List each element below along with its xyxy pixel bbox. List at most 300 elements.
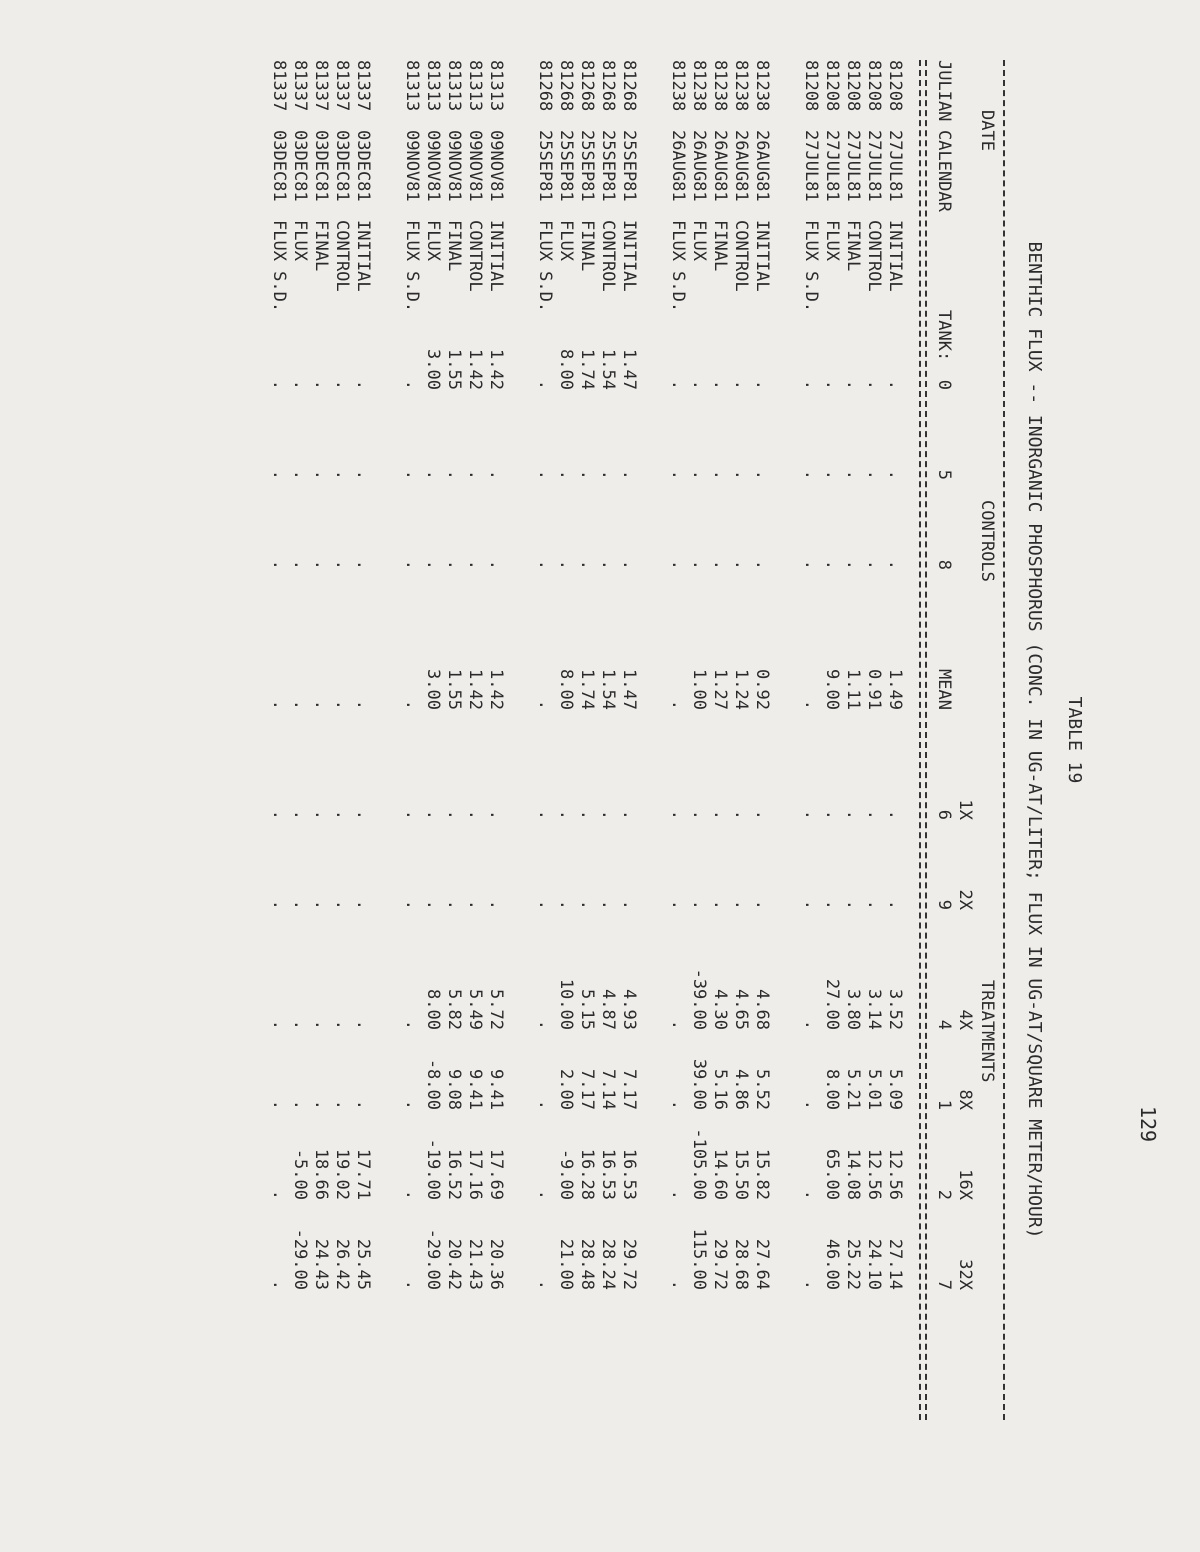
value-cell-t8: .: [577, 559, 597, 570]
julian-date-cell: 81238: [668, 60, 688, 112]
value-cell-x32: 27.64: [752, 1238, 772, 1290]
value-cell-x32: 25.45: [353, 1238, 373, 1290]
calendar-date-cell: 09NOV81: [444, 130, 464, 202]
value-cell-t8: .: [402, 559, 422, 570]
value-cell-t5: .: [864, 469, 884, 480]
value-cell-x32: 115.00: [689, 1228, 709, 1290]
value-cell-x16: 17.69: [486, 1148, 506, 1200]
value-cell-x16: 14.60: [710, 1148, 730, 1200]
julian-date-cell: 81268: [535, 60, 555, 112]
value-cell-t8: .: [689, 559, 709, 570]
value-cell-x8: .: [332, 1099, 352, 1110]
value-cell-x32: 20.36: [486, 1238, 506, 1290]
julian-date-cell: 81337: [269, 60, 289, 112]
value-cell-t5: .: [353, 469, 373, 480]
value-cell-x1: .: [843, 809, 863, 820]
measurement-type-cell: INITIAL: [353, 220, 373, 292]
value-cell-t0: .: [689, 379, 709, 390]
value-cell-x1: .: [752, 809, 772, 820]
value-cell-mean: 1.24: [731, 669, 751, 710]
value-cell-x16: .: [801, 1189, 821, 1200]
value-cell-t8: .: [465, 559, 485, 570]
value-cell-x8: .: [668, 1099, 688, 1110]
value-cell-x16: -5.00: [290, 1148, 310, 1200]
value-cell-x16: -105.00: [689, 1128, 709, 1200]
value-cell-t0: .: [710, 379, 730, 390]
value-cell-t5: .: [290, 469, 310, 480]
value-cell-mean: .: [535, 699, 555, 710]
value-cell-x2: .: [423, 899, 443, 910]
value-cell-t0: .: [402, 379, 422, 390]
page-number: 129: [1136, 1105, 1161, 1143]
measurement-type-cell: FINAL: [710, 220, 730, 272]
value-cell-x8: 7.14: [598, 1069, 618, 1110]
value-cell-mean: .: [290, 699, 310, 710]
treatment-tank-header: 1: [934, 1099, 954, 1110]
calendar-date-cell: 03DEC81: [353, 130, 373, 202]
rotated-table-page: [5, 40, 1085, 1540]
value-cell-t5: .: [668, 469, 688, 480]
value-cell-x1: .: [556, 809, 576, 820]
julian-date-cell: 81268: [556, 60, 576, 112]
value-cell-x1: .: [353, 809, 373, 820]
value-cell-mean: .: [332, 699, 352, 710]
value-cell-t0: .: [885, 379, 905, 390]
value-cell-x2: .: [444, 899, 464, 910]
value-cell-x2: .: [535, 899, 555, 910]
value-cell-x4: .: [311, 1019, 331, 1030]
value-cell-x32: 20.42: [444, 1238, 464, 1290]
value-cell-mean: 1.42: [486, 669, 506, 710]
julian-date-cell: 81238: [689, 60, 709, 112]
value-cell-x2: .: [843, 899, 863, 910]
value-cell-x16: 18.66: [311, 1148, 331, 1200]
measurement-type-cell: FINAL: [311, 220, 331, 272]
value-cell-x1: .: [598, 809, 618, 820]
value-cell-t0: .: [843, 379, 863, 390]
value-cell-t5: .: [885, 469, 905, 480]
value-cell-x32: 28.48: [577, 1238, 597, 1290]
tank-label: TANK:: [934, 310, 954, 362]
julian-date-cell: 81313: [465, 60, 485, 112]
value-cell-t0: .: [822, 379, 842, 390]
value-cell-x2: .: [486, 899, 506, 910]
value-cell-x32: .: [269, 1279, 289, 1290]
measurement-type-cell: INITIAL: [486, 220, 506, 292]
value-cell-x16: 16.53: [619, 1148, 639, 1200]
value-cell-x32: 24.43: [311, 1238, 331, 1290]
value-cell-mean: .: [269, 699, 289, 710]
julian-date-cell: 81208: [864, 60, 884, 112]
value-cell-x2: .: [668, 899, 688, 910]
treatment-tank-header: 9: [934, 899, 954, 910]
julian-date-cell: 81268: [619, 60, 639, 112]
value-cell-t8: .: [311, 559, 331, 570]
julian-date-cell: 81268: [598, 60, 618, 112]
measurement-type-cell: INITIAL: [885, 220, 905, 292]
julian-date-cell: 81208: [885, 60, 905, 112]
value-cell-x8: 4.86: [731, 1069, 751, 1110]
value-cell-x1: .: [423, 809, 443, 820]
value-cell-x8: .: [535, 1099, 555, 1110]
value-cell-mean: 1.49: [885, 669, 905, 710]
value-cell-x8: .: [311, 1099, 331, 1110]
julian-date-cell: 81238: [710, 60, 730, 112]
treatments-group-label: TREATMENTS: [977, 980, 997, 1083]
calendar-date-cell: 25SEP81: [556, 130, 576, 202]
value-cell-t8: .: [619, 559, 639, 570]
calendar-date-cell: 27JUL81: [885, 130, 905, 202]
value-cell-t5: .: [311, 469, 331, 480]
measurement-type-cell: FINAL: [577, 220, 597, 272]
value-cell-x4: .: [535, 1019, 555, 1030]
value-cell-x4: .: [290, 1019, 310, 1030]
treatment-level-header: 4X: [955, 1009, 975, 1030]
value-cell-mean: 1.74: [577, 669, 597, 710]
measurement-type-cell: FLUX S.D.: [402, 220, 422, 313]
value-cell-x32: 26.42: [332, 1238, 352, 1290]
value-cell-x1: .: [731, 809, 751, 820]
value-cell-x32: 29.72: [619, 1238, 639, 1290]
value-cell-x1: .: [402, 809, 422, 820]
value-cell-x2: .: [731, 899, 751, 910]
value-cell-x4: .: [353, 1019, 373, 1030]
julian-date-cell: 81238: [731, 60, 751, 112]
value-cell-x32: .: [535, 1279, 555, 1290]
value-cell-x8: 5.09: [885, 1069, 905, 1110]
value-cell-x1: .: [290, 809, 310, 820]
value-cell-x8: 9.41: [486, 1069, 506, 1110]
value-cell-x4: 3.80: [843, 989, 863, 1030]
value-cell-x8: 7.17: [577, 1069, 597, 1110]
mean-header: MEAN: [934, 669, 954, 710]
value-cell-x4: .: [402, 1019, 422, 1030]
value-cell-x1: .: [535, 809, 555, 820]
value-cell-t5: .: [598, 469, 618, 480]
measurement-type-cell: CONTROL: [731, 220, 751, 292]
measurement-type-cell: FINAL: [444, 220, 464, 272]
value-cell-t0: .: [535, 379, 555, 390]
value-cell-mean: 1.11: [843, 669, 863, 710]
value-cell-x1: .: [689, 809, 709, 820]
value-cell-mean: .: [402, 699, 422, 710]
calendar-header: CALENDAR: [934, 130, 954, 212]
value-cell-x2: .: [885, 899, 905, 910]
julian-date-cell: 81268: [577, 60, 597, 112]
value-cell-x16: .: [269, 1189, 289, 1200]
value-cell-x8: 5.01: [864, 1069, 884, 1110]
value-cell-t5: .: [731, 469, 751, 480]
value-cell-t8: .: [843, 559, 863, 570]
value-cell-t8: .: [332, 559, 352, 570]
value-cell-t8: .: [290, 559, 310, 570]
value-cell-t8: .: [801, 559, 821, 570]
measurement-type-cell: FLUX S.D.: [269, 220, 289, 313]
value-cell-x16: -9.00: [556, 1148, 576, 1200]
value-cell-t8: .: [486, 559, 506, 570]
measurement-type-cell: INITIAL: [752, 220, 772, 292]
value-cell-x1: .: [822, 809, 842, 820]
value-cell-t8: .: [752, 559, 772, 570]
value-cell-mean: .: [668, 699, 688, 710]
value-cell-x32: 25.22: [843, 1238, 863, 1290]
measurement-type-cell: FLUX: [689, 220, 709, 261]
value-cell-mean: 8.00: [556, 669, 576, 710]
value-cell-x4: 5.49: [465, 989, 485, 1030]
treatment-level-header: 2X: [955, 889, 975, 910]
julian-date-cell: 81337: [311, 60, 331, 112]
value-cell-t5: .: [423, 469, 443, 480]
value-cell-t5: .: [801, 469, 821, 480]
value-cell-x2: .: [619, 899, 639, 910]
value-cell-x8: 8.00: [822, 1069, 842, 1110]
value-cell-x16: 12.56: [864, 1148, 884, 1200]
measurement-type-cell: FLUX: [556, 220, 576, 261]
treatment-tank-header: 2: [934, 1189, 954, 1200]
treatment-tank-header: 4: [934, 1019, 954, 1030]
value-cell-t5: .: [577, 469, 597, 480]
value-cell-x2: .: [353, 899, 373, 910]
value-cell-x8: -8.00: [423, 1058, 443, 1110]
measurement-type-cell: FLUX S.D.: [668, 220, 688, 313]
value-cell-mean: .: [353, 699, 373, 710]
value-cell-x1: .: [444, 809, 464, 820]
treatment-level-header: 8X: [955, 1089, 975, 1110]
value-cell-t8: .: [556, 559, 576, 570]
calendar-date-cell: 09NOV81: [423, 130, 443, 202]
value-cell-x4: .: [668, 1019, 688, 1030]
value-cell-t0: 1.42: [486, 349, 506, 390]
value-cell-x4: 4.68: [752, 989, 772, 1030]
value-cell-x1: .: [619, 809, 639, 820]
value-cell-x4: 8.00: [423, 989, 443, 1030]
value-cell-x2: .: [689, 899, 709, 910]
julian-date-cell: 81337: [332, 60, 352, 112]
value-cell-x1: .: [269, 809, 289, 820]
value-cell-t5: .: [465, 469, 485, 480]
calendar-date-cell: 26AUG81: [689, 130, 709, 202]
value-cell-x16: 65.00: [822, 1148, 842, 1200]
value-cell-t5: .: [535, 469, 555, 480]
treatment-tank-header: 6: [934, 809, 954, 820]
value-cell-mean: 1.00: [689, 669, 709, 710]
value-cell-x8: .: [402, 1099, 422, 1110]
julian-date-cell: 81208: [822, 60, 842, 112]
calendar-date-cell: 25SEP81: [619, 130, 639, 202]
value-cell-t8: .: [864, 559, 884, 570]
treatment-level-header: 1X: [955, 799, 975, 820]
value-cell-mean: 1.42: [465, 669, 485, 710]
header-top-rule: [1003, 60, 1005, 1420]
value-cell-x1: .: [885, 809, 905, 820]
value-cell-t0: .: [290, 379, 310, 390]
value-cell-x32: -29.00: [423, 1228, 443, 1290]
value-cell-t0: 1.54: [598, 349, 618, 390]
measurement-type-cell: CONTROL: [465, 220, 485, 292]
value-cell-mean: 3.00: [423, 669, 443, 710]
value-cell-x32: 21.00: [556, 1238, 576, 1290]
value-cell-t8: .: [598, 559, 618, 570]
value-cell-t0: .: [801, 379, 821, 390]
value-cell-t5: .: [332, 469, 352, 480]
controls-group-label: CONTROLS: [977, 500, 997, 582]
value-cell-t0: .: [668, 379, 688, 390]
treatment-level-header: 16X: [955, 1169, 975, 1200]
value-cell-t5: .: [843, 469, 863, 480]
value-cell-x2: .: [290, 899, 310, 910]
value-cell-x1: .: [486, 809, 506, 820]
calendar-date-cell: 26AUG81: [752, 130, 772, 202]
value-cell-t0: .: [332, 379, 352, 390]
calendar-date-cell: 27JUL81: [822, 130, 842, 202]
value-cell-x32: 24.10: [864, 1238, 884, 1290]
value-cell-x16: .: [402, 1189, 422, 1200]
value-cell-t5: .: [402, 469, 422, 480]
value-cell-t0: 1.42: [465, 349, 485, 390]
value-cell-x4: 4.87: [598, 989, 618, 1030]
value-cell-x32: 46.00: [822, 1238, 842, 1290]
calendar-date-cell: 03DEC81: [332, 130, 352, 202]
value-cell-t8: .: [269, 559, 289, 570]
measurement-type-cell: FLUX S.D.: [535, 220, 555, 313]
calendar-date-cell: 27JUL81: [864, 130, 884, 202]
julian-date-cell: 81337: [290, 60, 310, 112]
value-cell-x16: .: [668, 1189, 688, 1200]
calendar-date-cell: 03DEC81: [311, 130, 331, 202]
value-cell-mean: 0.92: [752, 669, 772, 710]
value-cell-x8: .: [801, 1099, 821, 1110]
julian-date-cell: 81208: [843, 60, 863, 112]
value-cell-x32: 27.14: [885, 1238, 905, 1290]
value-cell-x8: 9.08: [444, 1069, 464, 1110]
value-cell-mean: .: [801, 699, 821, 710]
value-cell-x4: 5.82: [444, 989, 464, 1030]
value-cell-x4: 4.65: [731, 989, 751, 1030]
value-cell-x4: 4.93: [619, 989, 639, 1030]
value-cell-x1: .: [668, 809, 688, 820]
value-cell-x16: 19.02: [332, 1148, 352, 1200]
value-cell-x32: .: [402, 1279, 422, 1290]
value-cell-t5: .: [556, 469, 576, 480]
calendar-date-cell: 25SEP81: [598, 130, 618, 202]
value-cell-x8: .: [290, 1099, 310, 1110]
value-cell-mean: 1.54: [598, 669, 618, 710]
measurement-type-cell: CONTROL: [864, 220, 884, 292]
value-cell-x8: 5.21: [843, 1069, 863, 1110]
value-cell-mean: 1.27: [710, 669, 730, 710]
value-cell-x4: -39.00: [689, 968, 709, 1030]
value-cell-x2: .: [752, 899, 772, 910]
measurement-type-cell: FINAL: [843, 220, 863, 272]
value-cell-mean: 9.00: [822, 669, 842, 710]
calendar-date-cell: 25SEP81: [577, 130, 597, 202]
measurement-type-cell: FLUX: [290, 220, 310, 261]
value-cell-x8: 9.41: [465, 1069, 485, 1110]
value-cell-x4: 3.14: [864, 989, 884, 1030]
measurement-type-cell: INITIAL: [619, 220, 639, 292]
table-title: TABLE 19: [1064, 696, 1085, 784]
value-cell-t5: .: [486, 469, 506, 480]
value-cell-x8: 2.00: [556, 1069, 576, 1110]
value-cell-x1: .: [577, 809, 597, 820]
value-cell-x2: .: [311, 899, 331, 910]
julian-date-cell: 81313: [402, 60, 422, 112]
value-cell-t5: .: [689, 469, 709, 480]
value-cell-t0: 1.74: [577, 349, 597, 390]
value-cell-x1: .: [864, 809, 884, 820]
value-cell-x2: .: [332, 899, 352, 910]
value-cell-x2: .: [801, 899, 821, 910]
calendar-date-cell: 27JUL81: [801, 130, 821, 202]
value-cell-x1: .: [465, 809, 485, 820]
value-cell-t0: 1.47: [619, 349, 639, 390]
value-cell-x2: .: [465, 899, 485, 910]
value-cell-mean: 1.55: [444, 669, 464, 710]
value-cell-x16: 17.16: [465, 1148, 485, 1200]
measurement-type-cell: FLUX: [822, 220, 842, 261]
value-cell-t8: .: [710, 559, 730, 570]
value-cell-x1: .: [801, 809, 821, 820]
value-cell-x2: .: [710, 899, 730, 910]
value-cell-x1: .: [710, 809, 730, 820]
value-cell-t8: .: [535, 559, 555, 570]
measurement-type-cell: CONTROL: [332, 220, 352, 292]
calendar-date-cell: 09NOV81: [465, 130, 485, 202]
value-cell-t8: .: [731, 559, 751, 570]
value-cell-x32: 21.43: [465, 1238, 485, 1290]
measurement-type-cell: FLUX: [423, 220, 443, 261]
value-cell-t0: .: [864, 379, 884, 390]
value-cell-x8: .: [353, 1099, 373, 1110]
value-cell-x8: 7.17: [619, 1069, 639, 1110]
value-cell-x8: 5.16: [710, 1069, 730, 1110]
value-cell-x2: .: [598, 899, 618, 910]
value-cell-t8: .: [885, 559, 905, 570]
control-tank-header: 8: [934, 559, 954, 570]
julian-date-cell: 81313: [486, 60, 506, 112]
julian-date-cell: 81238: [752, 60, 772, 112]
value-cell-x4: .: [269, 1019, 289, 1030]
calendar-date-cell: 03DEC81: [269, 130, 289, 202]
value-cell-x32: .: [668, 1279, 688, 1290]
value-cell-x32: 28.24: [598, 1238, 618, 1290]
value-cell-x8: 5.52: [752, 1069, 772, 1110]
value-cell-t8: .: [668, 559, 688, 570]
value-cell-x8: 39.00: [689, 1058, 709, 1110]
calendar-date-cell: 26AUG81: [731, 130, 751, 202]
table-subtitle: BENTHIC FLUX -- INORGANIC PHOSPHORUS (CONC. IN UG-AT/LITER; FLUX IN UG-AT/SQUARE METER/HOUR): [1024, 241, 1045, 1239]
value-cell-x16: .: [535, 1189, 555, 1200]
value-cell-t8: .: [423, 559, 443, 570]
value-cell-t0: 8.00: [556, 349, 576, 390]
value-cell-t0: .: [269, 379, 289, 390]
value-cell-x16: 14.08: [843, 1148, 863, 1200]
value-cell-x2: .: [402, 899, 422, 910]
value-cell-t0: .: [731, 379, 751, 390]
julian-date-cell: 81313: [444, 60, 464, 112]
header-bottom-rule-2: [919, 60, 921, 1420]
value-cell-x4: 4.30: [710, 989, 730, 1030]
calendar-date-cell: 03DEC81: [290, 130, 310, 202]
value-cell-x16: 12.56: [885, 1148, 905, 1200]
julian-date-cell: 81337: [353, 60, 373, 112]
value-cell-x8: .: [269, 1099, 289, 1110]
calendar-date-cell: 26AUG81: [668, 130, 688, 202]
julian-header: JULIAN: [934, 60, 954, 122]
value-cell-mean: 1.47: [619, 669, 639, 710]
value-cell-x16: 16.53: [598, 1148, 618, 1200]
calendar-date-cell: 26AUG81: [710, 130, 730, 202]
